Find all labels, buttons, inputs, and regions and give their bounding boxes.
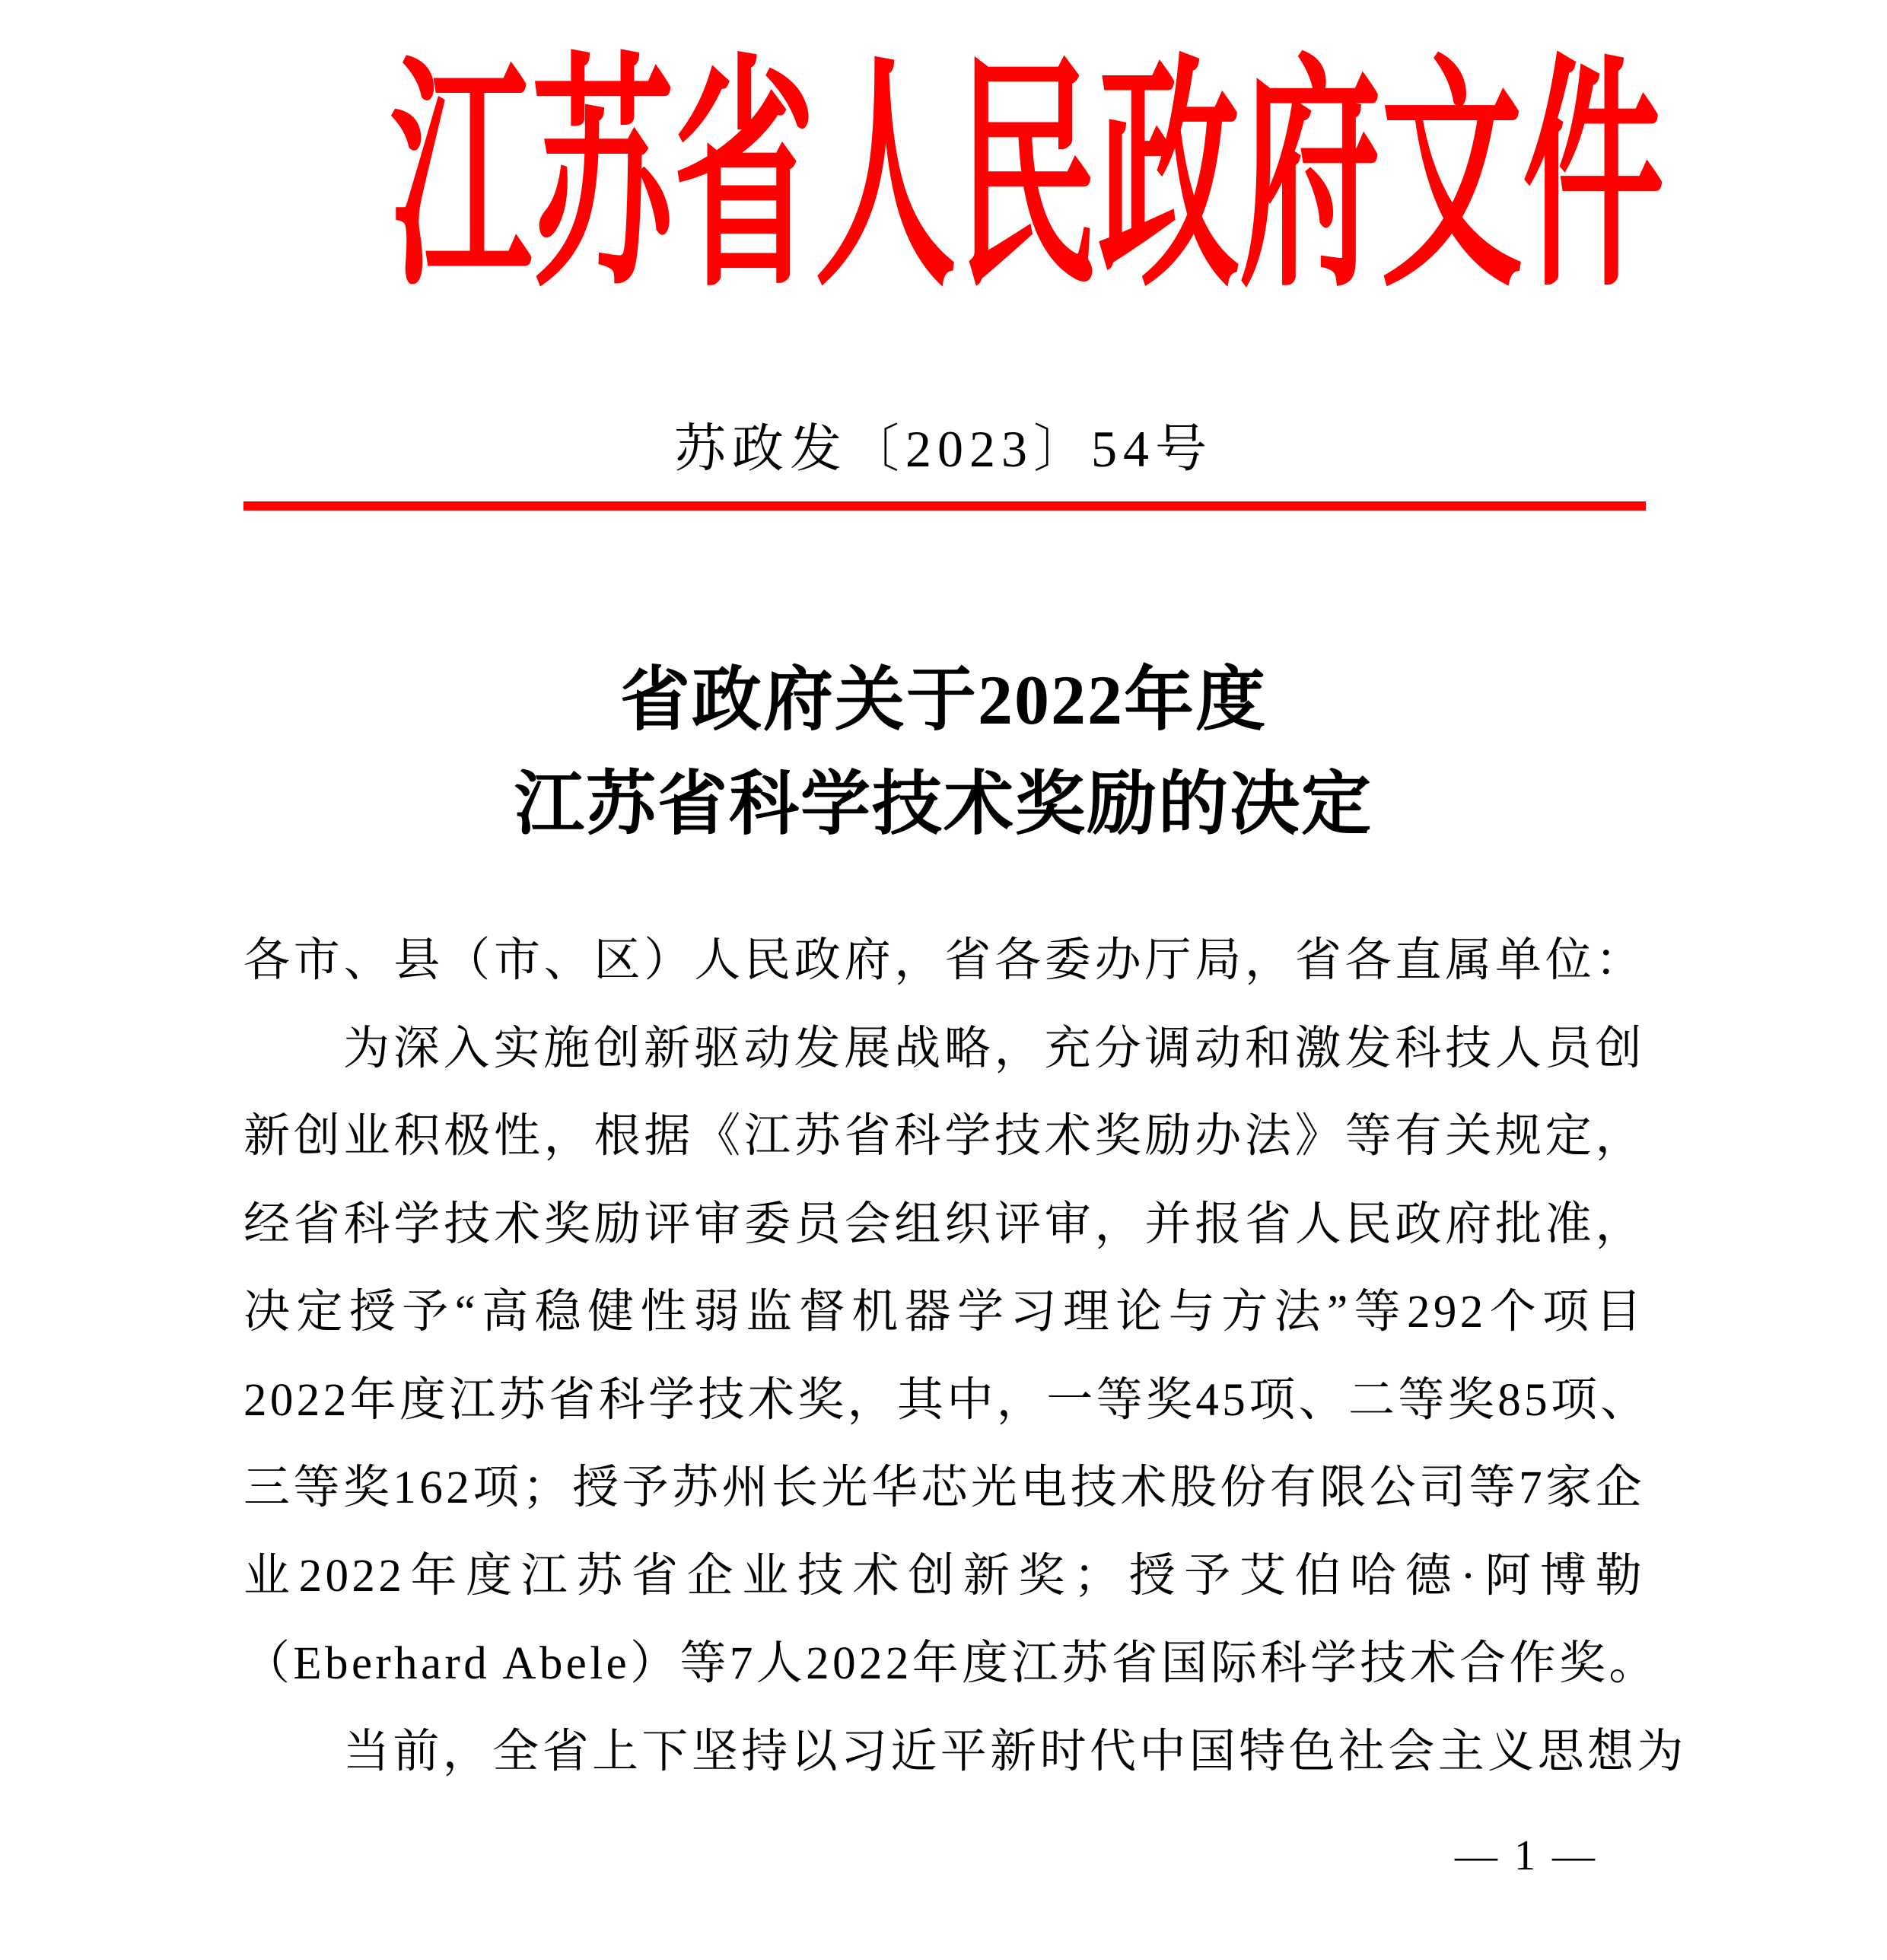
body-line: 2022年度江苏省科学技术奖，其中，一等奖45项、二等奖85项、 (243, 1374, 1650, 1426)
body-line: （Eberhard Abele）等7人2022年度江苏省国际科学技术合作奖。 (243, 1638, 1659, 1689)
document-body (243, 917, 1687, 1796)
salutation-line: 各市、县（市、区）人民政府，省各委办厅局，省各直属单位： (243, 935, 1645, 986)
body-line: 决定授予“高稳健性弱监督机器学习理论与方法”等292个项目 (243, 1287, 1645, 1338)
page-number: — 1 — (1455, 1832, 1598, 1879)
document-reference-number: 苏政发〔2023〕54号 (673, 420, 1213, 478)
body-line: 经省科学技术奖励评审委员会组织评审，并报省人民政府批准， (243, 1198, 1645, 1250)
body-line: 为深入实施创新驱动发展战略，充分调动和激发科技人员创 (343, 1023, 1645, 1074)
body-line: 业2022年度江苏省企业技术创新奖；授予艾伯哈德·阿博勒 (243, 1550, 1645, 1602)
body-line: 当前，全省上下坚持以习近平新时代中国特色社会主义思想为 (343, 1726, 1687, 1777)
red-separator-line (243, 501, 1646, 511)
body-line: 三等奖162项；授予苏州长光华芯光电技术股份有限公司等7家企 (243, 1462, 1645, 1513)
document-title-line-1: 省政府关于2022年度 (619, 661, 1267, 739)
issuing-authority-title: 江苏省人民政府文件 (390, 42, 1664, 316)
document-title-line-2: 江苏省科学技术奖励的决定 (514, 765, 1373, 843)
red-letterhead (0, 42, 1887, 316)
document-title (0, 648, 1887, 857)
body-line: 新创业积极性，根据《江苏省科学技术奖励办法》等有关规定， (243, 1111, 1645, 1162)
